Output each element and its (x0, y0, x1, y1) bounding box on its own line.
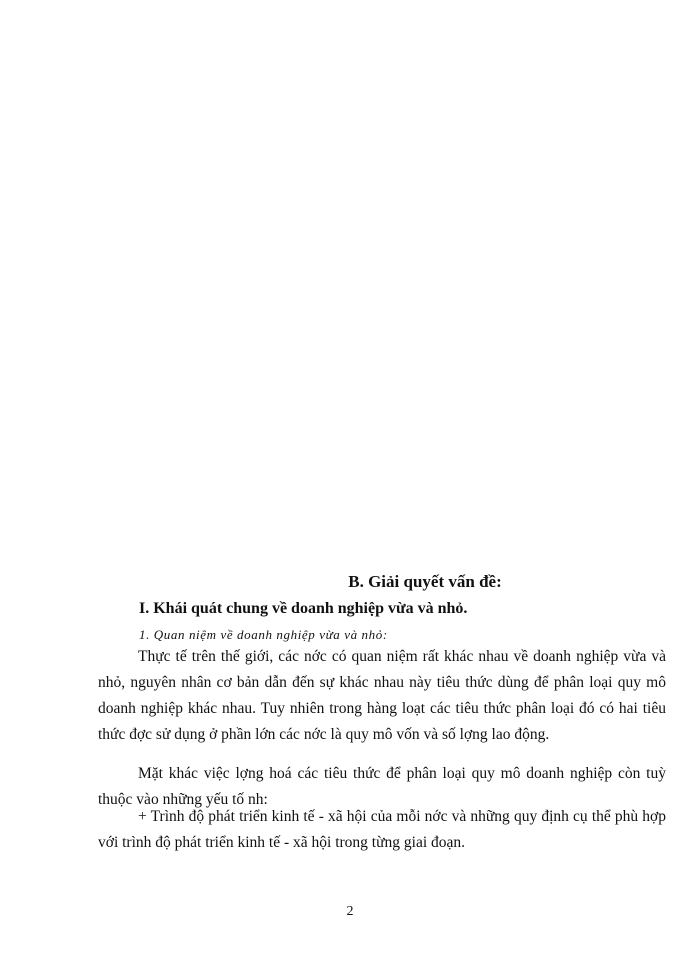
section-heading: I. Khái quát chung về doanh nghiệp vừa và nhỏ. (139, 600, 468, 617)
paragraph-factor-list-item: + Trình độ phát triển kinh tế - xã hội của mỗi nớc và những quy định cụ thể phù hợp với trình độ phát triển kinh tế - xã hội trong từng giai đoạn. (98, 808, 666, 851)
page-title: B. Giải quyết vấn đề: (348, 572, 502, 591)
subsection-heading: 1. Quan niệm về doanh nghiệp vừa và nhỏ: (139, 627, 388, 642)
paragraph-quantification: Mặt khác việc lợng hoá các tiêu thức để phân loại quy mô doanh nghiệp còn tuỳ thuộc vào những yếu tố nh: (98, 765, 666, 808)
paragraph-definition: Thực tế trên thế giới, các nớc có quan niệm rất khác nhau về doanh nghiệp vừa và nhỏ, nguyên nhân cơ bản dẫn đến sự khác nhau này tiêu thức dùng để phân loại quy mô doanh nghiệp khác nhau. Tuy nhiên trong hàng loạt các tiêu thức phân loại đó có hai tiêu thức đợc sử dụng ở phần lớn các nớc là quy mô vốn và số lợng lao động. (98, 648, 666, 743)
page-number: 2 (346, 904, 354, 919)
